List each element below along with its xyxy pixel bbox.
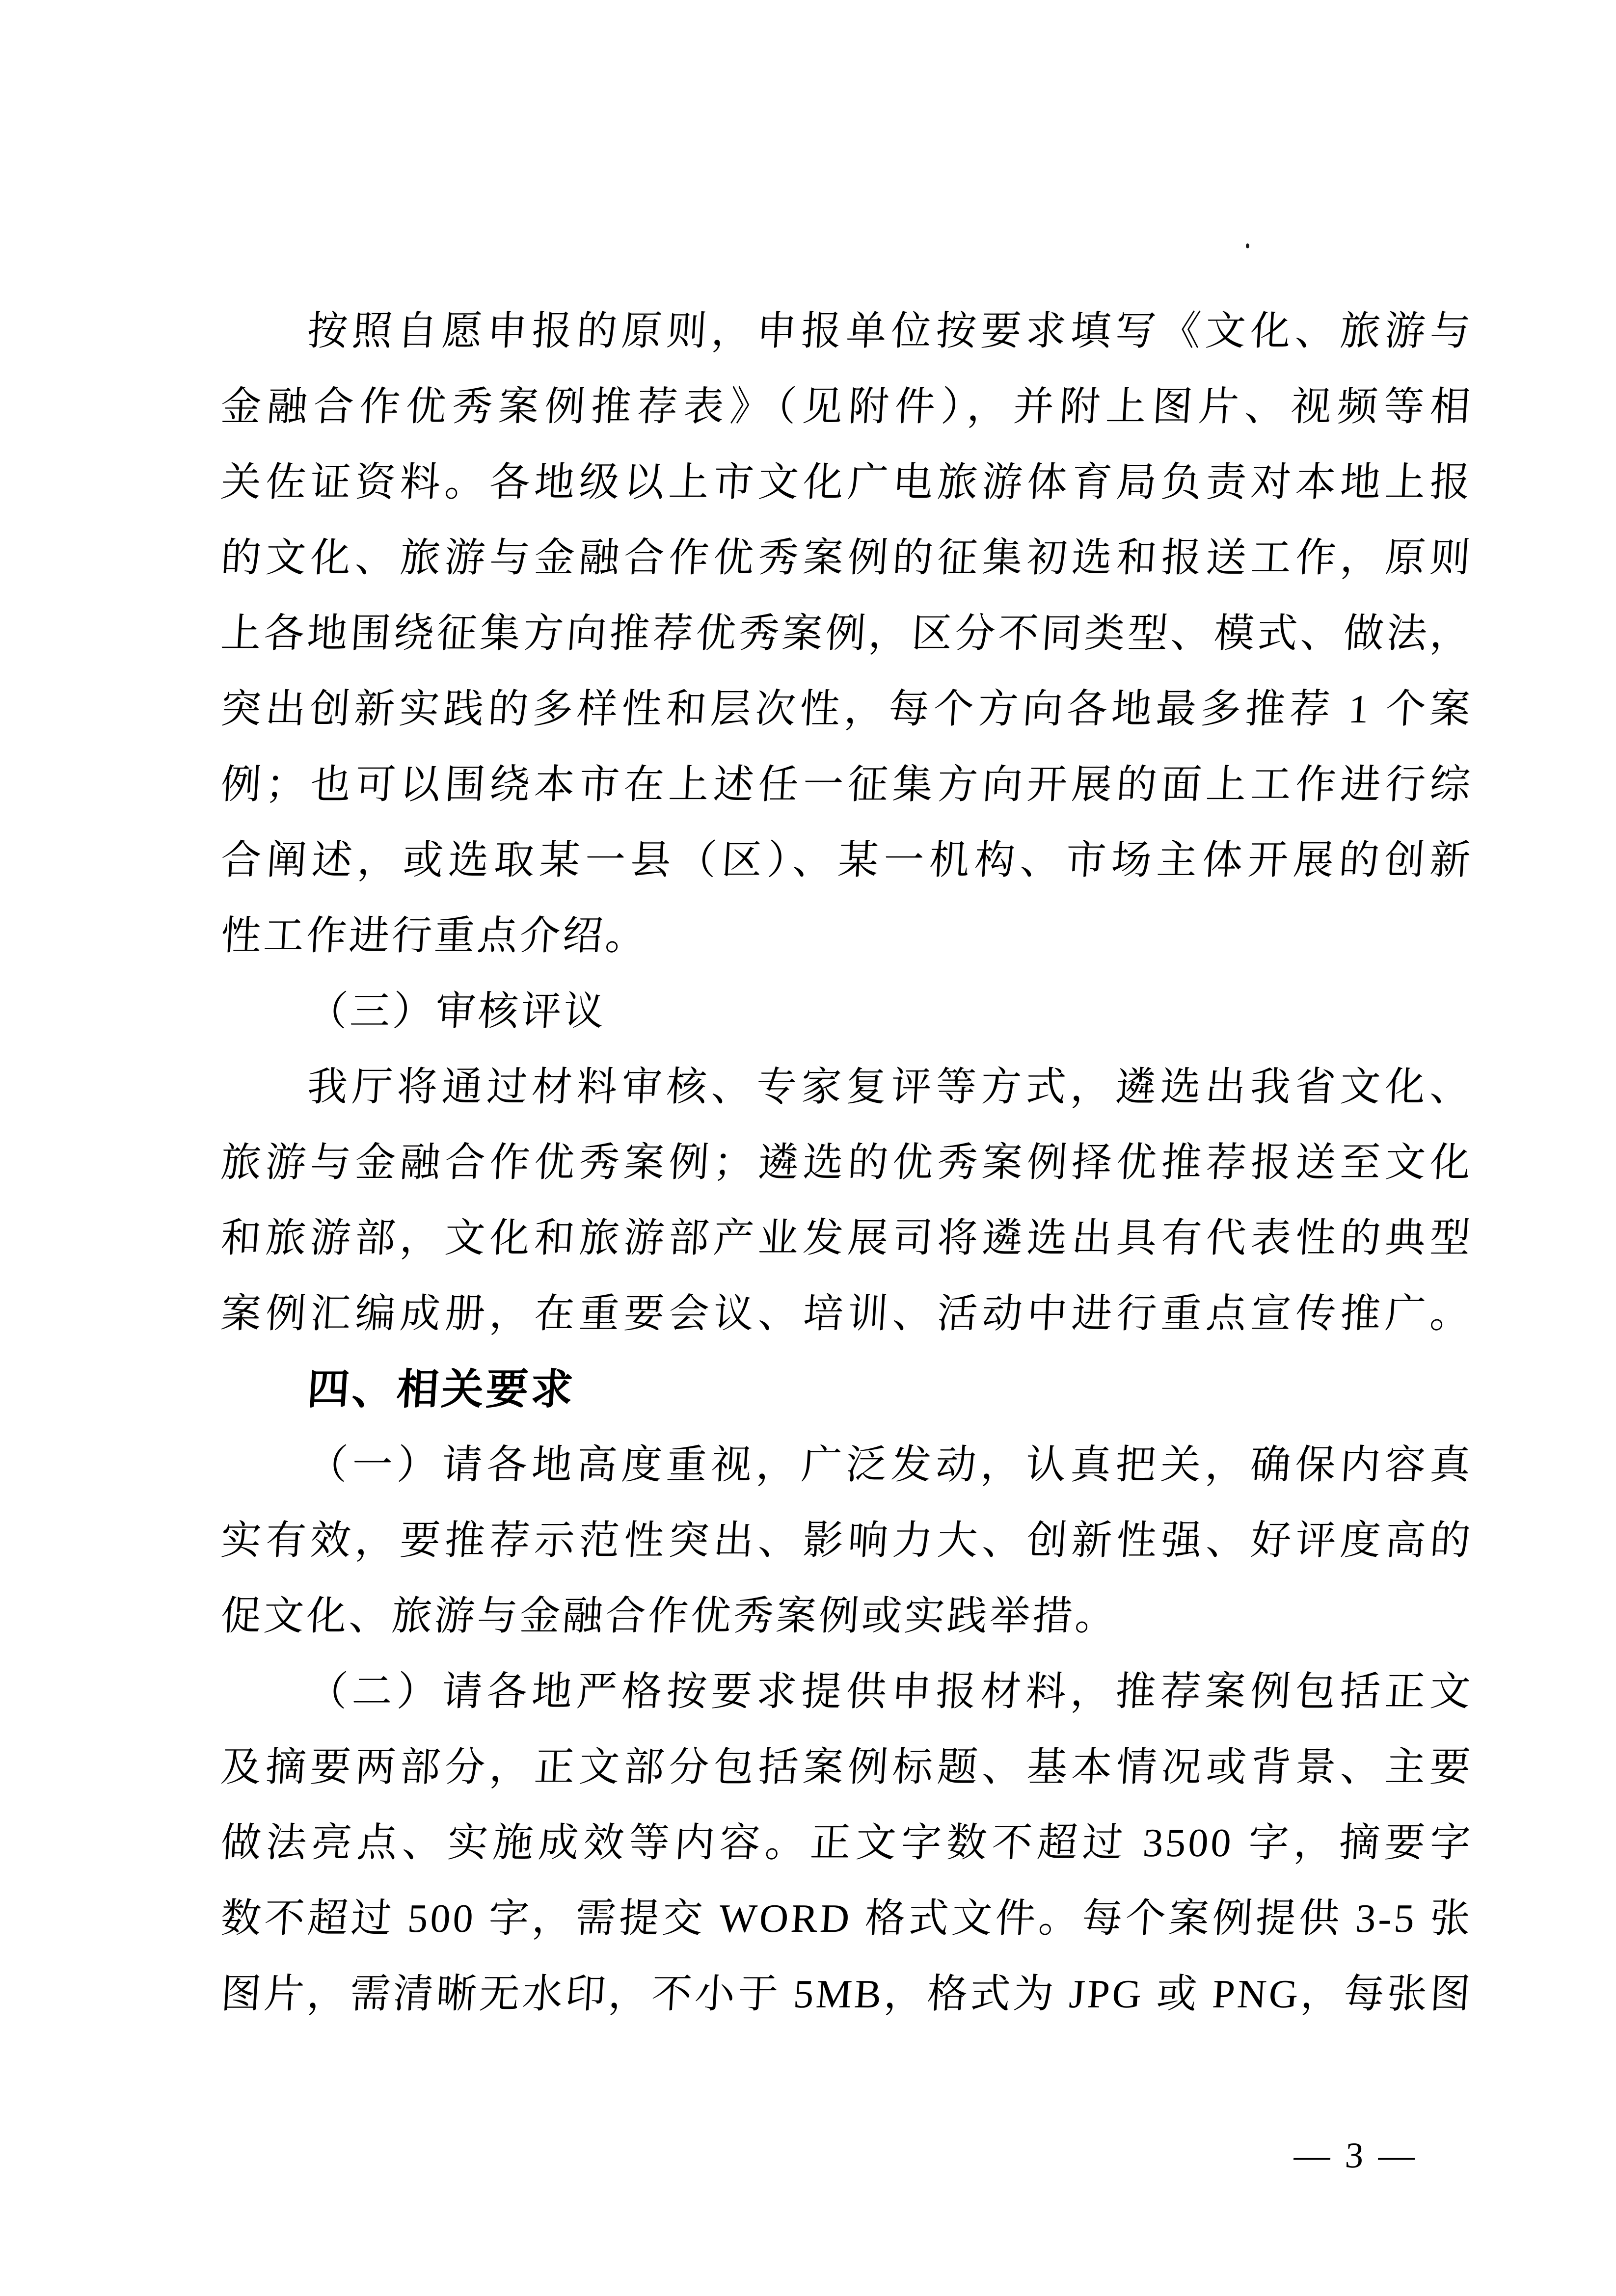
body-line: 我厅将通过材料审核、专家复评等方式，遴选出我省文化、 bbox=[306, 1065, 1474, 1109]
body-line: 金融合作优秀案例推荐表》（见附件），并附上图片、视频等相 bbox=[219, 384, 1474, 429]
body-line: 例；也可以围绕本市在上述任一征集方向开展的面上工作进行综 bbox=[219, 762, 1474, 807]
section-heading: 四、相关要求 bbox=[306, 1366, 577, 1413]
body-line: 关佐证资料。各地级以上市文化广电旅游体育局负责对本地上报 bbox=[219, 460, 1474, 505]
body-line: 图片，需清晰无水印，不小于 5MB，格式为 JPG 或 PNG，每张图 bbox=[219, 1972, 1474, 2016]
body-line: 实有效，要推荐示范性突出、影响力大、创新性强、好评度高的 bbox=[219, 1518, 1474, 1563]
body-line: 上各地围绕征集方向推荐优秀案例，区分不同类型、模式、做法， bbox=[219, 611, 1474, 656]
body-line: （二）请各地严格按要求提供申报材料，推荐案例包括正文 bbox=[306, 1669, 1474, 1714]
scan-speck bbox=[1246, 243, 1249, 248]
body-line: 案例汇编成册，在重要会议、培训、活动中进行重点宣传推广。 bbox=[219, 1291, 1474, 1336]
page-number: — 3 — bbox=[1293, 2136, 1419, 2176]
body-line: 的文化、旅游与金融合作优秀案例的征集初选和报送工作，原则 bbox=[219, 535, 1474, 580]
document-body bbox=[221, 294, 1473, 2032]
body-line: 做法亮点、实施成效等内容。正文字数不超过 3500 字，摘要字 bbox=[219, 1820, 1474, 1865]
body-line: 性工作进行重点介绍。 bbox=[219, 913, 649, 958]
body-line: 旅游与金融合作优秀案例；遴选的优秀案例择优推荐报送至文化 bbox=[219, 1140, 1474, 1185]
body-line: （一）请各地高度重视，广泛发动，认真把关，确保内容真 bbox=[306, 1442, 1474, 1487]
subsection-heading: （三）审核评议 bbox=[306, 989, 608, 1034]
body-line: 按照自愿申报的原则，申报单位按要求填写《文化、旅游与 bbox=[306, 309, 1474, 353]
body-line: 及摘要两部分，正文部分包括案例标题、基本情况或背景、主要 bbox=[219, 1745, 1474, 1789]
body-line: 合阐述，或选取某一县（区）、某一机构、市场主体开展的创新 bbox=[219, 838, 1474, 882]
body-line: 突出创新实践的多样性和层次性，每个方向各地最多推荐 1 个案 bbox=[219, 687, 1474, 731]
body-line: 促文化、旅游与金融合作优秀案例或实践举措。 bbox=[219, 1594, 1119, 1638]
body-line: 数不超过 500 字，需提交 WORD 格式文件。每个案例提供 3-5 张 bbox=[219, 1896, 1474, 1941]
body-line: 和旅游部，文化和旅游部产业发展司将遴选出具有代表性的典型 bbox=[219, 1216, 1474, 1260]
